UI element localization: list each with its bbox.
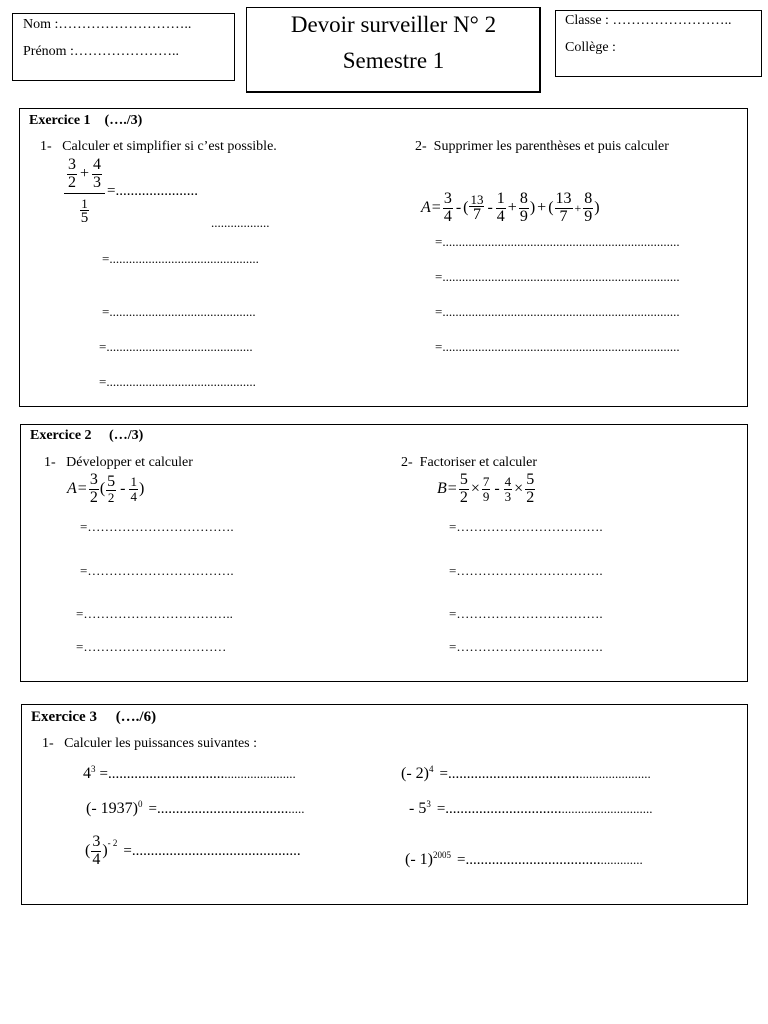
ex2a-n3: 1 (130, 474, 137, 490)
frac-b-num: 4 (93, 156, 102, 173)
p5-base: - 5 (409, 800, 427, 817)
ex2b-n2: 7 (482, 474, 490, 490)
p1-tail[interactable]: ...................... (224, 766, 296, 781)
page-title: Devoir surveiller N° 2 (290, 12, 497, 37)
ex2-right-line-2[interactable]: =……………………………. (449, 563, 603, 578)
ex2b-n3: 4 (504, 474, 512, 490)
exercise-3-title: Exercice 3 (…./6) (31, 709, 157, 725)
frac-a-num: 3 (68, 156, 76, 173)
power-minus-5-cubed (409, 800, 653, 818)
p4-exp: 4 (428, 764, 434, 774)
p3-num: 3 (92, 833, 101, 850)
p5-dots[interactable]: =............................... (436, 801, 562, 817)
ex2-left-line-3[interactable]: =…………………………….. (76, 606, 233, 621)
a-d3: 4 (496, 207, 505, 225)
ex2b-n4: 5 (526, 471, 535, 488)
a-n4: 8 (519, 190, 528, 207)
a-d1: 4 (443, 207, 452, 225)
ex1-right-line-1[interactable]: =......................................................................... (435, 234, 680, 249)
classe-field[interactable]: Classe : …………………….. (565, 13, 732, 28)
ex1-right-line-4[interactable]: =......................................................................... (435, 339, 680, 354)
p3-den: 4 (92, 850, 101, 868)
p6-dots[interactable]: =.................................... (456, 852, 601, 868)
ex2b-d2: 9 (482, 488, 490, 504)
ex2a-d1: 2 (89, 488, 98, 506)
p5-tail[interactable]: ............................ (561, 801, 653, 816)
p1-exp: 3 (91, 764, 96, 774)
p2-tail[interactable]: ..... (288, 801, 305, 816)
power-three-quarters-minus-2: ( $\frac{3}{4}$ ) $^{- 2}$ =............................................. (85, 833, 301, 868)
a-n5: 13 (555, 190, 572, 207)
ex1-right-line-3[interactable]: =......................................................................... (435, 304, 680, 319)
p6-tail[interactable]: ............. (600, 852, 643, 867)
a-n3: 1 (496, 190, 505, 207)
nom-field[interactable]: Nom :……………………….. (23, 17, 192, 32)
ex2-right-line-3[interactable]: =……………………………. (449, 606, 603, 621)
a-n2: 13 (470, 191, 484, 207)
p1-base: 4 (83, 765, 91, 782)
times-sign: × (514, 480, 524, 498)
power-4-cubed (83, 765, 296, 783)
a-d5: 7 (559, 207, 568, 225)
ex2-right-line-1[interactable]: =……………………………. (449, 519, 603, 534)
ex2a-d3: 4 (130, 488, 137, 504)
ex2-left-line-4[interactable]: =…………………………… (76, 639, 227, 654)
frac-b-den: 3 (93, 173, 102, 191)
ex1-expression-a: A = $\frac{3}{4}$ - ( $\frac{13}{7}$ - $\frac{1}{4}$ + $\frac{8}{9}$ ) + ( $\frac{13}{7}$ + $\frac{8}{9}$ ) (421, 190, 600, 225)
a-d4: 9 (519, 207, 528, 225)
ex2-a-label: A (67, 480, 77, 498)
p4-tail[interactable]: ...................... (579, 766, 651, 781)
a-d6: 9 (584, 207, 593, 225)
p2-dots[interactable]: =................................... (148, 801, 289, 817)
ex2-question-2: 2- Factoriser et calculer (401, 455, 538, 470)
times-sign: × (470, 480, 480, 498)
ex1-answer-dots[interactable]: =...................... (107, 183, 198, 199)
expr-a-label: A (421, 199, 431, 217)
p2-base: (- 1937) (86, 800, 138, 817)
ex2-expression-b: B = $\frac{5}{2}$ × $\frac{7}{9}$ - $\frac{4}{3}$ × $\frac{5}{2}$ (437, 471, 535, 506)
p6-base: (- 1) (405, 851, 433, 868)
ex2b-d4: 2 (526, 488, 535, 506)
p2-exp: 0 (137, 799, 143, 809)
prenom-field[interactable]: Prénom :………………….. (23, 44, 179, 59)
ex2-question-1: 1- Développer et calculer (44, 455, 193, 470)
ex2-expression-a: A = $\frac{3}{2}$ ( $\frac{5}{2}$ - $\frac{1}{4}$ ) (67, 471, 145, 506)
ex2b-n1: 5 (459, 471, 468, 488)
ex2b-d1: 2 (459, 488, 468, 506)
ex1-left-line-1[interactable]: =.............................................. (102, 251, 259, 266)
ex1-compound-fraction (64, 157, 105, 227)
p3-exp: - 2 (107, 838, 118, 849)
frac-c-den: 5 (80, 210, 89, 227)
p5-exp: 3 (426, 799, 431, 809)
ex2a-d2: 2 (107, 490, 115, 506)
ex1-answer-dots-short[interactable]: .................. (211, 215, 270, 230)
a-n6: 8 (584, 190, 593, 207)
college-field[interactable]: Collège : (565, 40, 616, 55)
power-minus-1-2005 (405, 851, 643, 869)
ex2-b-label: B (437, 480, 447, 498)
frac-a-den: 2 (68, 173, 76, 191)
ex2-left-line-1[interactable]: =……………………………. (80, 519, 234, 534)
a-n1: 3 (443, 190, 452, 207)
ex2b-d3: 3 (504, 488, 512, 504)
ex2-left-line-2[interactable]: =……………………………. (80, 563, 234, 578)
plus-sign: + (80, 165, 90, 183)
p4-base: (- 2) (401, 765, 429, 782)
ex2a-n2: 5 (107, 472, 116, 490)
ex1-question-1: 1- Calculer et simplifier si c’est possible. (40, 139, 277, 154)
p6-exp: 2005 (432, 850, 451, 860)
page-subtitle: Semestre 1 (342, 48, 445, 73)
power-minus-1937-zero (86, 800, 304, 818)
ex1-question-2: 2- Supprimer les parenthèses et puis calculer (415, 139, 669, 154)
ex2-right-line-4[interactable]: =……………………………. (449, 639, 603, 654)
ex2a-n1: 3 (89, 471, 98, 488)
ex1-left-line-4[interactable]: =.............................................. (99, 374, 256, 389)
exercise-1-title: Exercice 1 (…./3) (29, 113, 143, 128)
frac-c-num: 1 (81, 195, 88, 211)
ex1-left-line-2[interactable]: =............................................. (102, 304, 256, 319)
p3-dots[interactable]: =............................................. (123, 842, 301, 859)
p4-dots[interactable]: =................................... (439, 766, 580, 782)
p1-dots[interactable]: =............................... (99, 766, 225, 782)
ex1-right-line-2[interactable]: =......................................................................... (435, 269, 680, 284)
exercise-2-title: Exercice 2 (…/3) (30, 428, 144, 443)
power-minus-2-fourth (401, 765, 651, 783)
ex3-question-1: 1- Calculer les puissances suivantes : (42, 736, 258, 751)
a-d2: 7 (472, 206, 481, 224)
ex1-left-line-3[interactable]: =............................................. (99, 339, 253, 354)
